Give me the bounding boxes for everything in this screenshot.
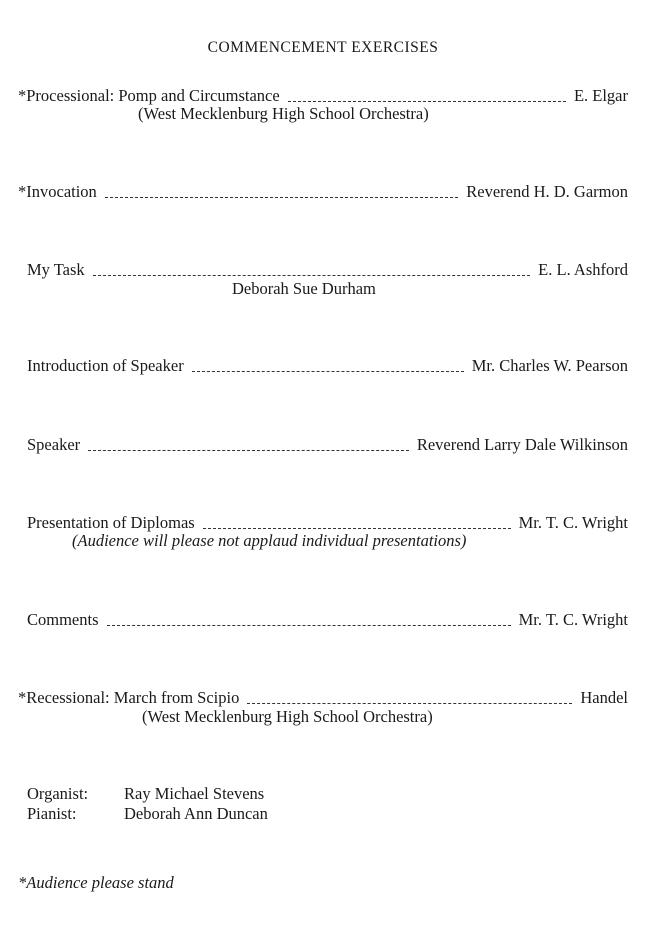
item-label: Presentation of Diplomas [27,513,195,532]
program-item-introduction [27,358,628,375]
musician-name: Ray Michael Stevens [124,784,265,803]
item-label: Comments [27,610,99,629]
item-label: Introduction of Speaker [27,356,184,375]
page-title: COMMENCEMENT EXERCISES [207,39,439,56]
item-label: *Recessional: March from Scipio [18,688,240,707]
musician-name: Deborah Ann Duncan [124,804,268,823]
footnote: *Audience please stand [18,873,174,892]
musician-role: Organist: [27,784,89,803]
musician-role: Pianist: [27,804,77,823]
item-performer: Mr. Charles W. Pearson [471,356,628,375]
program-item-comments [27,612,628,629]
item-label: Speaker [27,435,81,454]
item-note: (Audience will please not applaud individual presentations) [72,531,467,550]
dotted-leader [88,450,409,451]
item-label: *Invocation [18,182,97,201]
item-performer: Handel [580,688,628,707]
item-performer: Mr. T. C. Wright [518,610,628,629]
dotted-leader [107,625,511,626]
item-label: My Task [27,260,85,279]
program-item-speaker [27,437,628,454]
item-performer: Mr. T. C. Wright [518,513,628,532]
dotted-leader [93,275,531,276]
item-note: (West Mecklenburg High School Orchestra) [138,104,429,123]
item-performer: E. Elgar [573,86,628,105]
item-performer: E. L. Ashford [538,260,628,279]
dotted-leader [247,703,572,704]
item-note: (West Mecklenburg High School Orchestra) [142,707,433,726]
program-item-processional [18,88,628,105]
item-label: *Processional: Pomp and Circumstance [18,86,280,105]
dotted-leader [192,371,464,372]
dotted-leader [288,101,566,102]
item-performer: Reverend H. D. Garmon [466,182,628,201]
program-item-diplomas [27,515,628,532]
dotted-leader [203,528,511,529]
item-note: Deborah Sue Durham [232,279,376,298]
program-item-invocation [18,184,628,201]
dotted-leader [105,197,458,198]
program-item-recessional [18,690,628,707]
program-item-my-task [27,262,628,279]
item-performer: Reverend Larry Dale Wilkinson [416,435,628,454]
